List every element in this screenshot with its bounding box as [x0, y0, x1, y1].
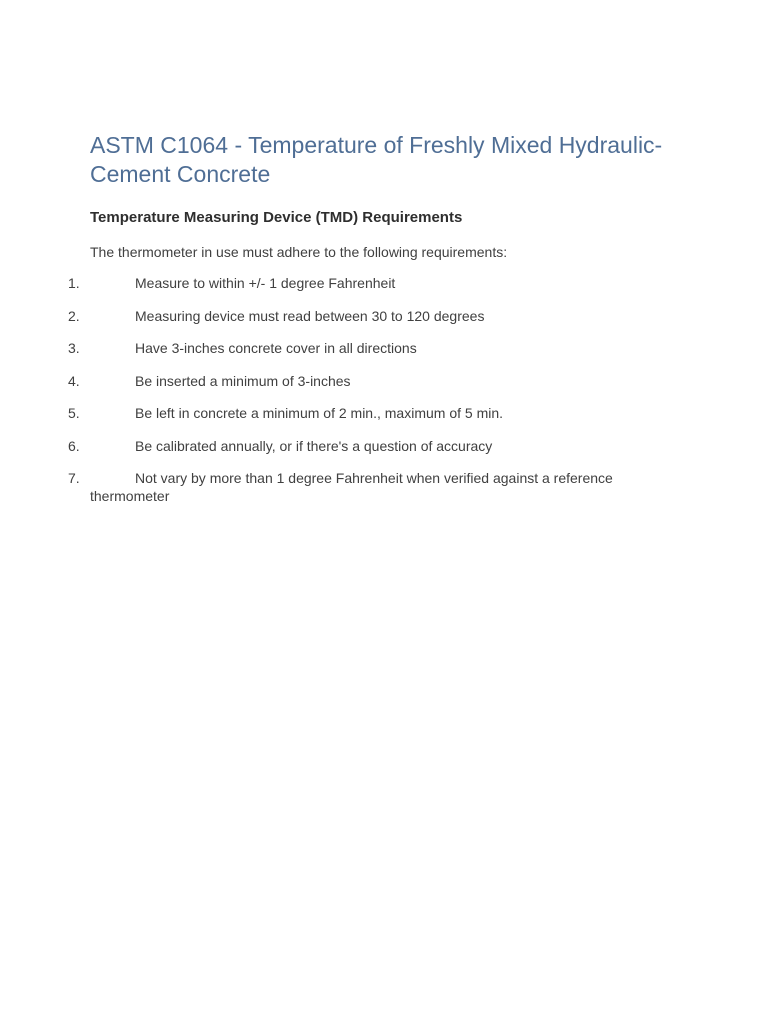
list-item-number: 3. — [68, 340, 80, 356]
list-item — [0, 404, 768, 422]
list-item-number: 4. — [68, 372, 80, 389]
section-heading: Temperature Measuring Device (TMD) Requirements — [90, 209, 463, 226]
list-item — [0, 307, 768, 325]
list-item-number: 6. — [68, 437, 80, 454]
list-item-text: Measure to within +/- 1 degree Fahrenheit — [135, 275, 396, 291]
list-item-number: 5. — [68, 405, 80, 421]
list-item-text: Be left in concrete a minimum of 2 min., maximum of 5 min. — [135, 405, 504, 421]
list-item-text: Not vary by more than 1 degree Fahrenheit when verified against a reference thermometer — [90, 470, 613, 504]
list-item-number: 2. — [68, 307, 80, 324]
list-item-text: Be inserted a minimum of 3-inches — [135, 372, 351, 389]
list-item-number: 1. — [68, 275, 80, 291]
list-item-text: Measuring device must read between 30 to 120 degrees — [135, 307, 485, 324]
requirements-list — [0, 274, 768, 520]
list-item — [0, 437, 768, 455]
intro-paragraph: The thermometer in use must adhere to the following requirements: — [90, 244, 508, 260]
list-item — [0, 274, 768, 292]
list-item — [0, 372, 768, 390]
list-item-number: 7. — [68, 470, 80, 486]
list-item-text: Have 3-inches concrete cover in all directions — [135, 340, 417, 356]
list-item — [0, 339, 768, 357]
list-item-text: Be calibrated annually, or if there's a question of accuracy — [135, 437, 493, 454]
list-item — [0, 469, 768, 505]
document-title: ASTM C1064 - Temperature of Freshly Mixed Hydraulic-Cement Concrete — [90, 132, 663, 187]
